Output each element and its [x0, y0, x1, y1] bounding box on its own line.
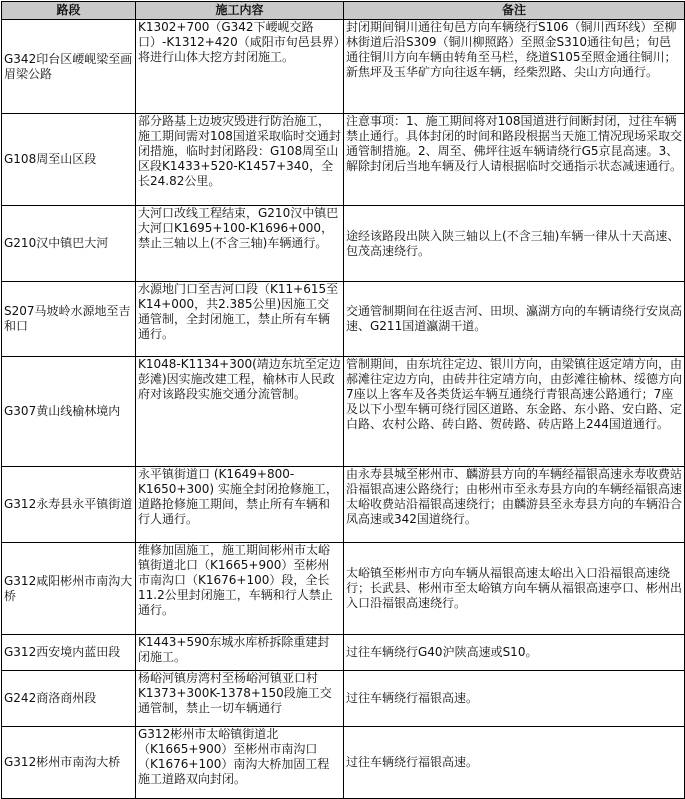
header-note: 备注	[344, 2, 685, 20]
content-cell: K1048-K1134+300(靖边东坑至定边彭滩)因实施改建工程，榆林市人民政府对该路段实施交通分流管制。	[136, 357, 344, 467]
segment-cell: G108周至山区段	[2, 114, 136, 206]
table-row	[2, 543, 685, 635]
segment-cell: G312彬州市南沟大桥	[2, 727, 136, 799]
segment-cell: G312咸阳彬州市南沟大桥	[2, 543, 136, 635]
note-cell: 途经该路段出陕入陕三轴以上(不含三轴)车辆一律从十天高速、包茂高速绕行。	[344, 206, 685, 282]
segment-cell: G242商洛商州段	[2, 671, 136, 727]
segment-cell: G210汉中镇巴大河	[2, 206, 136, 282]
table-row	[2, 467, 685, 543]
segment-cell: G312永寿县永平镇街道	[2, 467, 136, 543]
note-cell: 过往车辆绕行福银高速。	[344, 671, 685, 727]
table-row	[2, 282, 685, 357]
table-row	[2, 20, 685, 114]
table-row	[2, 727, 685, 799]
table-row	[2, 114, 685, 206]
segment-cell: S207马坡岭水源地至吉和口	[2, 282, 136, 357]
table-row	[2, 357, 685, 467]
segment-cell: G312西安境内蓝田段	[2, 635, 136, 671]
note-cell: 封闭期间铜川通往旬邑方向车辆绕行S106（铜川西环线）至柳林街道后沿S309（铜川柳照路）至照金S310通往旬邑；旬邑通往铜川方向车辆由转角至马栏，绕道S105至照金通往铜川；新焦坪及玉华矿方向往返车辆，经柴烈路、尖山方向通行。	[344, 20, 685, 114]
segment-cell: G307黄山线榆林境内	[2, 357, 136, 467]
note-cell: 管制期间，由东坑往定边、银川方向，由梁镇往返定靖方向，由郝滩往定边方向，由砖井往定靖方向，由彭滩往榆林、绥德方向7座以上客车及各类货运车辆互通绕行青银高速公路通行；7座及以下小型车辆可绕行园区道路、东金路、东小路、安白路、定白路、农村公路、砖白路、贺砖路、砖店路上244国道通行。	[344, 357, 685, 467]
table-row	[2, 635, 685, 671]
header-content: 施工内容	[136, 2, 344, 20]
content-cell: 大河口改线工程结束，G210汉中镇巴大河口K1695+100-K1696+000，禁止三轴以上(不含三轴)车辆通行。	[136, 206, 344, 282]
note-cell: 太峪镇至彬州市方向车辆从福银高速太峪出入口沿福银高速绕行；长武县、彬州市至太峪镇方向车辆从福银高速亭口、彬州出入口沿福银高速绕行。	[344, 543, 685, 635]
content-cell: K1443+590东城水库桥拆除重建封闭施工。	[136, 635, 344, 671]
note-cell: 过往车辆绕行G40沪陕高速或S10。	[344, 635, 685, 671]
content-cell: K1302+700（G342下崾岘交路口）-K1312+420（咸阳市旬邑县界）将进行山体大挖方封闭施工。	[136, 20, 344, 114]
header-segment: 路段	[2, 2, 136, 20]
segment-cell: G342印台区崾岘梁至画眉梁公路	[2, 20, 136, 114]
note-cell: 交通管制期间在往返吉河、田坝、瀛湖方向的车辆请绕行安岚高速、G211国道瀛湖干道。	[344, 282, 685, 357]
header-row	[2, 2, 685, 20]
table-row	[2, 206, 685, 282]
content-cell: 杨峪河镇房湾村至杨峪河镇亚口村K1373+300K-1378+150段施工交通管制，禁止一切车辆通行	[136, 671, 344, 727]
note-cell: 由永寿县城至彬州市、麟游县方向的车辆经福银高速永寿收费站沿福银高速公路绕行；由彬州市至永寿县方向的车辆经福银高速太峪收费站沿福银高速绕行；由麟游县至永寿县方向的车辆沿合凤高速或342国道绕行。	[344, 467, 685, 543]
content-cell: G312彬州市太峪镇街道北（K1665+900）至彬州市南沟口（K1676+100）南沟大桥加固工程施工道路双向封闭。	[136, 727, 344, 799]
road-construction-table	[1, 1, 685, 799]
content-cell: 永平镇街道口 (K1649+800-K1650+300) 实施全封闭抢修施工，道路抢修施工期间，禁止所有车辆和行人通行。	[136, 467, 344, 543]
content-cell: 水源地门口至吉河口段（K11+615至K14+000，共2.385公里)因施工交通管制，全封闭施工，禁止所有车辆通行。	[136, 282, 344, 357]
note-cell: 注意事项：1、施工期间将对108国道进行间断封闭，过往车辆禁止通行。具体封闭的时间和路段根据当天施工情况现场采取交通管制措施。2、周至、佛坪往返车辆请绕行G5京昆高速。3、解除封闭后当地车辆及行人请根据临时交通指示状态减速通行。	[344, 114, 685, 206]
note-cell: 过往车辆绕行福银高速。	[344, 727, 685, 799]
content-cell: 部分路基上边坡灾毁进行防治施工，施工期间需对108国道采取临时交通封闭措施，临时封闭路段：G108周至山区段K1433+520-K1457+340，全长24.82公里。	[136, 114, 344, 206]
content-cell: 维修加固施工，施工期间彬州市太峪镇街道北口（K1665+900）至彬州市南沟口（K1676+100）段，全长11.2公里封闭施工，车辆和行人禁止通行。	[136, 543, 344, 635]
table-row	[2, 671, 685, 727]
